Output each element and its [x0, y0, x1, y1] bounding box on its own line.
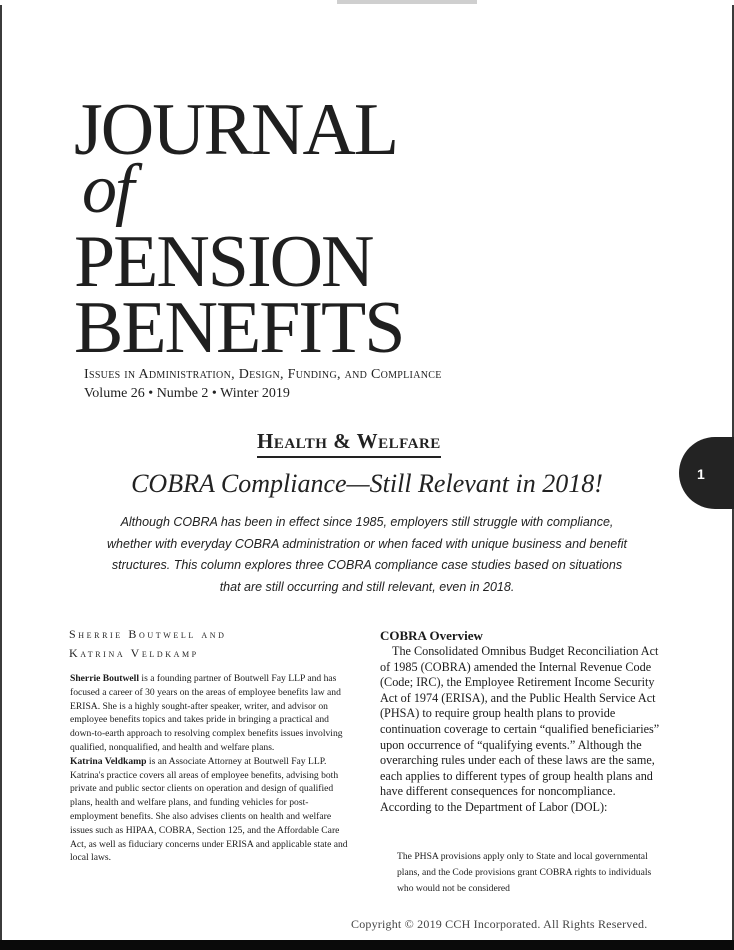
bio-text-boutwell: is a founding partner of Boutwell Fay LLP and has focused a career of 30 years on the areas of employee benefits law and ERISA. She is a highly sought-after speaker, writer, and advisor on employee benefits topics and takes pride in bringing a practical and down-to-earth approach to resolving complex benefits issues involving qualified, nonqualified, and health and welfare plans.: [70, 673, 343, 753]
masthead-line-benefits: BENEFITS: [74, 287, 404, 369]
article-title: COBRA Compliance—Still Relevant in 2018!: [131, 469, 603, 498]
horizontal-scrollbar[interactable]: [337, 0, 477, 4]
masthead-line-pension: PENSION: [74, 221, 373, 303]
journal-subtitle: Issues in Administration, Design, Funding, and Compliance: [84, 367, 442, 382]
overview-body: [380, 644, 662, 816]
volume-info: Volume 26 • Numbe 2 • Winter 2019: [84, 386, 290, 401]
section-heading: Health & Welfare: [257, 429, 441, 458]
viewer-bottom-bar: [0, 940, 734, 950]
overview-heading: COBRA Overview: [380, 628, 483, 643]
masthead-line-journal: JOURNAL: [74, 89, 398, 171]
bio-boutwell: [70, 672, 350, 755]
masthead-line-of: of: [82, 151, 133, 228]
document-page: [2, 5, 732, 940]
bio-name-boutwell: Sherrie Boutwell: [70, 673, 140, 684]
bio-text-veldkamp: is an Associate Attorney at Boutwell Fay LLP. Katrina's practice covers all areas of employee benefits, advising both private and public sector clients on operation and design of qualified plans, health and welfare plans, and funding vehicles for post-employment benefits. She also advises clients on health and welfare issues such as HIPAA, COBRA, Section 125, and the Affordable Care Act, as well as fiduciary concerns under ERISA and applicable state and local laws.: [70, 755, 348, 864]
page-number: 1: [697, 466, 705, 482]
copyright-notice: Copyright © 2019 CCH Incorporated. All Rights Reserved.: [351, 917, 648, 931]
bio-veldkamp: [70, 755, 350, 865]
author-bios: [70, 672, 350, 865]
bio-name-veldkamp: Katrina Veldkamp: [70, 755, 147, 767]
overview-paragraph: The Consolidated Omnibus Budget Reconciliation Act of 1985 (COBRA) amended the Internal Revenue Code (Code; IRC), the Employee Retirement Income Security Act of 1974 (ERISA), and the Public Health Service Act (PHSA) to require group health plans to provide continuation coverage to certain “qualified beneficiaries” upon occurrence of “qualifying events.” Although the overarching rules under each of these laws are the same, each applies to different types of group health plans and have different consequences for noncompliance. According to the Department of Labor (DOL):: [380, 644, 660, 814]
article-abstract: Although COBRA has been in effect since 1985, employers still struggle with compliance, whether with everyday COBRA administration or when faced with unique business and benefit structures. This column explores three COBRA compliance case studies based on situations that are still occurring and still relevant, even in 2018.: [107, 515, 627, 594]
author-byline: [69, 625, 227, 663]
author-line-2: Katrina Veldkamp: [69, 646, 199, 660]
dol-quote: The PHSA provisions apply only to State and local governmental plans, and the Code provisions grant COBRA rights to individuals who would not be considered: [397, 851, 652, 894]
author-line-1: Sherrie Boutwell and: [69, 627, 227, 641]
